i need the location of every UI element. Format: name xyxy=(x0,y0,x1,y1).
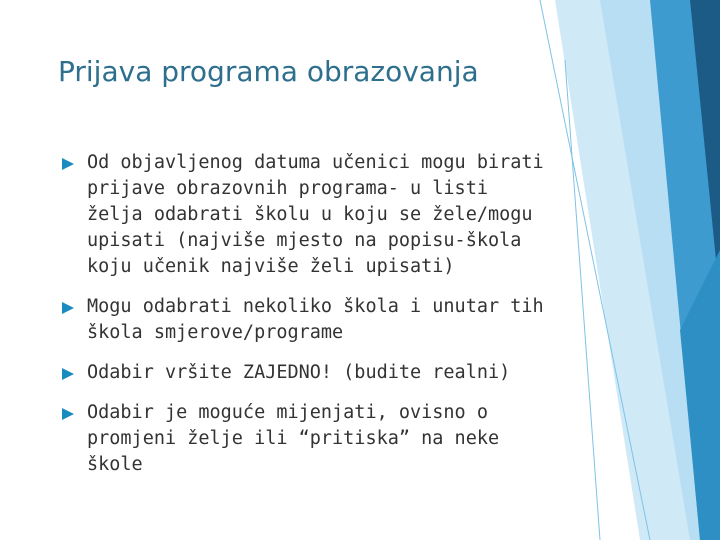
slide-title: Prijava programa obrazovanja xyxy=(58,55,479,88)
bullet-text: Odabir vršite ZAJEDNO! (budite realni) xyxy=(87,362,511,383)
bullet-text: Od objavljenog datuma učenici mogu birati prijave obrazovnih programa- u listi želja odabrati školu u koju se žele/mogu upisati (najviše mjesto na popisu-škola koju učenik najviše želi upisati) xyxy=(87,152,544,277)
bullet-text: Odabir je moguće mijenjati, ovisno o promjeni želje ili “pritiska” na neke škole xyxy=(87,402,500,475)
bullet-text: Mogu odabrati nekoliko škola i unutar tih škola smjerove/programe xyxy=(87,296,544,343)
triangle-arrow-icon xyxy=(62,408,74,420)
bullet-item xyxy=(62,294,552,346)
triangle-arrow-icon xyxy=(62,302,74,314)
bullet-item xyxy=(62,150,552,280)
bullet-list xyxy=(62,150,552,492)
triangle-arrow-icon xyxy=(62,368,74,380)
bullet-item xyxy=(62,360,552,386)
bullet-item xyxy=(62,400,552,478)
triangle-arrow-icon xyxy=(62,158,74,170)
